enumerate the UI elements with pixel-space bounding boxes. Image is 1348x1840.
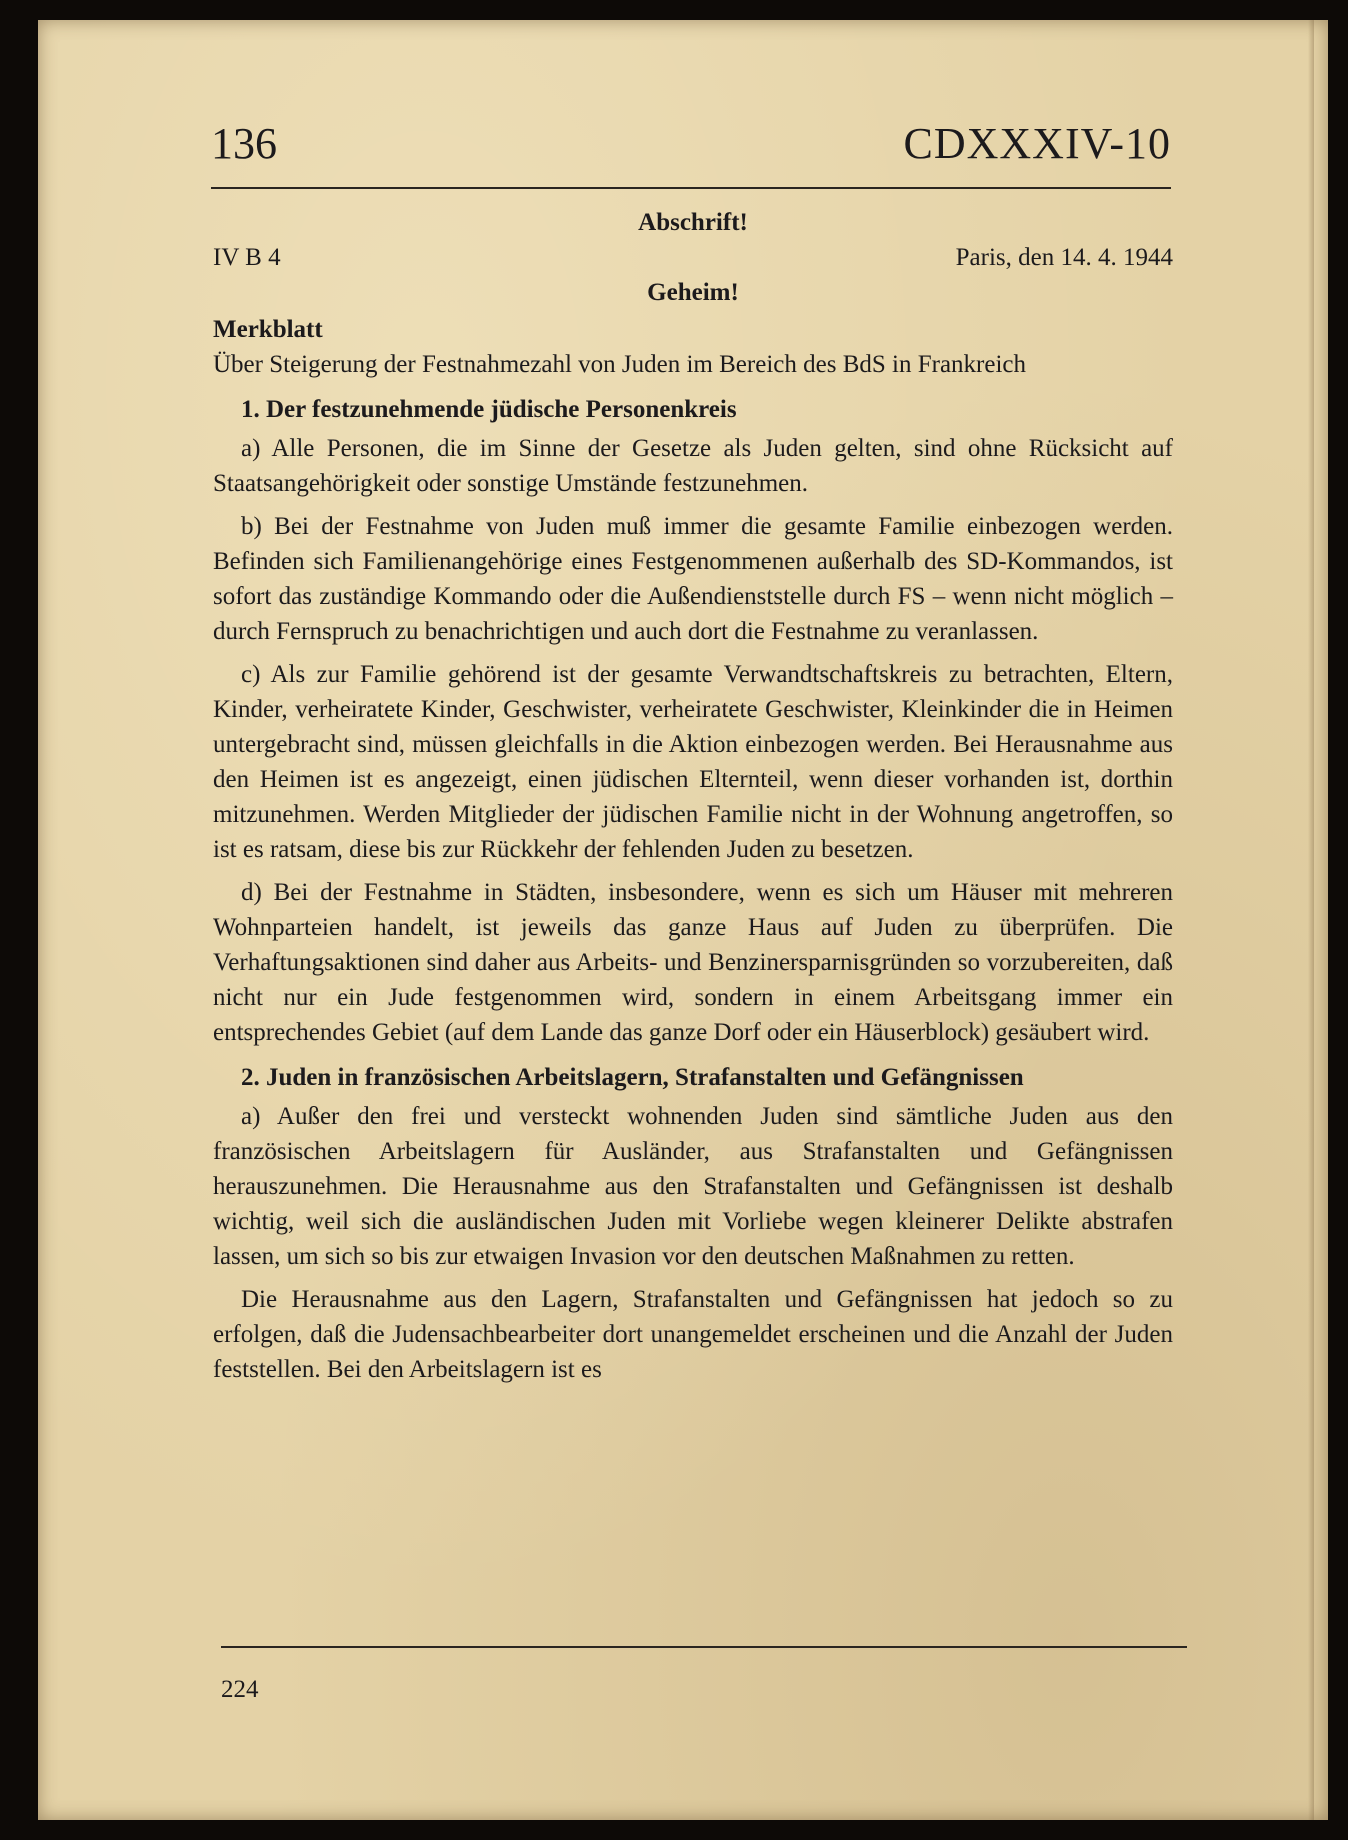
place-date: Paris, den 14. 4. 1944 [955, 244, 1173, 271]
source-page-number: 224 [221, 1676, 259, 1703]
page-number: 136 [211, 119, 277, 168]
page-header [211, 118, 1171, 178]
paragraph: d) Bei der Festnahme in Städten, insbesondere, wenn es sich um Häuser mit mehreren Wohnparteien handelt, ist jeweils das ganze Haus auf Juden zu überprüfen. Die Verhaftungsaktionen sind daher aus Arbeits- und Benzinersparnisgründen so vorzubereiten, daß nicht nur ein Jude festgenommen wird, sondern in einem Arbeitsgang immer ein entsprechendes Gebiet (auf dem Lande das ganze Dorf oder ein Häuserblock) gesäubert wird. [213, 879, 1173, 1046]
paragraph: a) Außer den frei und versteckt wohnenden Juden sind sämtliche Juden aus den französischen Arbeitslagern für Ausländer, aus Strafanstalten und Gefängnissen herauszunehmen. Die Herausnahme aus den Strafanstalten und Gefängnissen ist deshalb wichtig, weil sich die ausländischen Juden mit Vorliebe wegen kleinerer Delikte abstrafen lassen, um sich so bis zur etwaigen Invasion vor den deutschen Maßnahmen zu retten. [213, 1103, 1173, 1270]
document-title: Merkblatt [213, 316, 323, 343]
department-code: IV B 4 [213, 244, 281, 271]
page-edge-shadow [1308, 20, 1314, 1820]
document-id: CDXXXIV-10 [903, 119, 1171, 168]
footer-rule [221, 1646, 1187, 1648]
reference-line [213, 240, 1173, 275]
classification-label: Geheim! [647, 279, 739, 306]
paragraph: b) Bei der Festnahme von Juden muß immer die gesamte Familie einbezogen werden. Befinden sich Familienangehörige eines Festgenommenen außerhalb des SD-Kommandos, ist sofort das zuständige Kommando oder die Außendienststelle durch FS – wenn nicht möglich – durch Fernspruch zu benachrichtigen und auch dort die Festnahme zu veranlassen. [213, 513, 1173, 645]
paragraph: Die Herausnahme aus den Lagern, Strafanstalten und Gefängnissen hat jedoch so zu erfolgen, daß die Judensachbearbeiter dort unangemeldet erscheinen und die Anzahl der Juden feststellen. Bei den Arbeitslagern ist es [213, 1286, 1173, 1383]
copy-label: Abschrift! [638, 209, 748, 236]
document-subject: Über Steigerung der Festnahmezahl von Juden im Bereich des BdS in Frankreich [213, 351, 1027, 378]
paragraph: a) Alle Personen, die im Sinne der Gesetze als Juden gelten, sind ohne Rücksicht auf Staatsangehörigkeit oder sonstige Umstände festzunehmen. [213, 435, 1173, 497]
document-body [213, 205, 1173, 1395]
header-rule [211, 187, 1171, 189]
section-heading: 1. Der festzunehmende jüdische Personenkreis [241, 396, 737, 423]
paragraph: c) Als zur Familie gehörend ist der gesamte Verwandtschaftskreis zu betrachten, Eltern, Kinder, verheiratete Kinder, Geschwister, verheiratete Geschwister, Kleinkinder die in Heimen untergebracht sind, müssen gleichfalls in die Aktion einbezogen werden. Bei Herausnahme aus den Heimen ist es angezeigt, einen jüdischen Elternteil, wenn dieser vorhanden ist, dorthin mitzunehmen. Werden Mitglieder der jüdischen Familie nicht in der Wohnung angetroffen, so ist es ratsam, diese bis zur Rückkehr der fehlenden Juden zu besetzen. [213, 661, 1173, 863]
section-heading: 2. Juden in französischen Arbeitslagern, Strafanstalten und Gefängnissen [241, 1064, 1024, 1091]
